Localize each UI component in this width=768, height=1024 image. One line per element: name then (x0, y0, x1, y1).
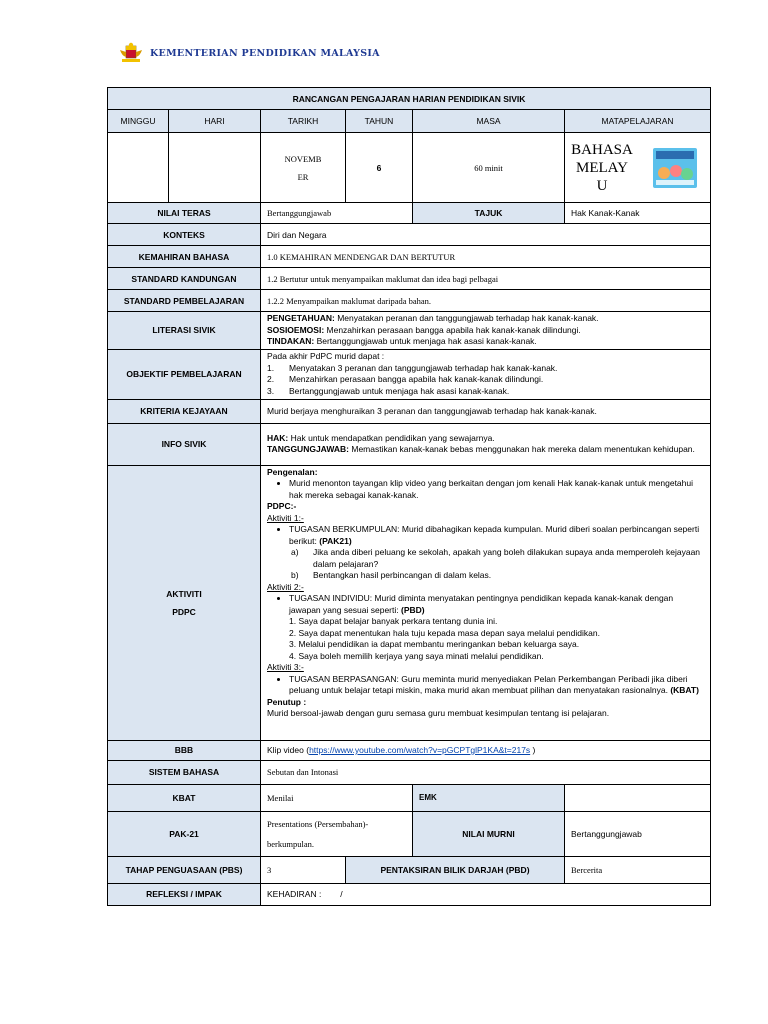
value-nilai-murni: Bertanggungjawab (565, 811, 711, 856)
pengetahuan-text: Menyatakan peranan dan tanggungjawab terhadap hak kanak-kanak. (334, 313, 599, 323)
value-masa: 60 minit (413, 133, 565, 203)
tindakan-label: TINDAKAN: (267, 336, 315, 346)
hak-label: HAK: (267, 432, 289, 443)
document-header (118, 40, 380, 66)
aktiviti-2-item: 3. Melalui pendidikan ia dapat membantu meringankan beban keluarga saya. (289, 639, 580, 649)
textbook-cover-image (652, 147, 698, 189)
aktiviti-2-text: • TUGASAN INDIVIDU: Murid diminta menyatakan pentingnya pendidikan kepada kanak-kanak dengan jawapan yang sesuai seperti: (PBD) (289, 593, 704, 616)
aktiviti-1-item: b) Bentangkan hasil perbincangan di dalam kelas. (291, 570, 492, 580)
label-objektif: OBJEKTIF PEMBELAJARAN (108, 349, 261, 399)
value-matapelajaran (565, 133, 711, 203)
value-minggu (108, 133, 169, 203)
label-standard-kandungan: STANDARD KANDUNGAN (108, 268, 261, 290)
sosioemosi-label: SOSIOEMOSI: (267, 324, 325, 335)
label-kemahiran-bahasa: KEMAHIRAN BAHASA (108, 246, 261, 268)
value-kriteria: Murid berjaya menghuraikan 3 peranan dan tanggungjawab terhadap hak kanak-kanak. (261, 399, 711, 423)
objektif-item: 1. Menyatakan 3 peranan dan tanggungjawab terhadap hak kanak-kanak. (267, 362, 558, 373)
aktiviti-3-label: Aktiviti 3:- (267, 662, 304, 672)
aktiviti-2-item: 2. Saya dapat menentukan hala tuju kepada masa depan saya melalui pendidikan. (289, 627, 600, 638)
aktiviti-3-text: • TUGASAN BERPASANGAN: Guru meminta murid menyediakan Pelan Perkembangan Peribadi jika diberi peluang untuk belajar tetapi miskin, maka murid akan membuat pilihan dan menyatakan rasionalnya. (KBAT) (289, 674, 704, 697)
label-sistem-bahasa: SISTEM BAHASA (108, 760, 261, 784)
col-hari: HARI (169, 110, 261, 133)
label-emk: EMK (413, 784, 565, 811)
col-tarikh: TARIKH (261, 110, 346, 133)
aktiviti-2-label: Aktiviti 2:- (267, 581, 304, 592)
label-info-sivik: INFO SIVIK (108, 423, 261, 465)
objektif-intro: Pada akhir PdPC murid dapat : (267, 351, 385, 361)
aktiviti-2-item: 4. Saya boleh memilih kerjaya yang saya minati melalui pendidikan. (289, 650, 544, 661)
objektif-item: 2. Menzahirkan perasaan bangga apabila hak kanak-kanak dilindungi. (267, 374, 544, 384)
label-refleksi: REFLEKSI / IMPAK (108, 883, 261, 905)
value-bbb: Klip video (https://www.youtube.com/watch?v=pGCPTglP1KA&t=217s ) (261, 740, 711, 760)
value-standard-pembelajaran: 1.2.2 Menyampaikan maklumat daripada bahan. (261, 290, 711, 312)
label-aktiviti (108, 465, 261, 740)
label-standard-pembelajaran: STANDARD PEMBELAJARAN (108, 290, 261, 312)
matapelajaran-text: BAHASA MELAY U (571, 141, 633, 194)
value-refleksi: KEHADIRAN : / (261, 883, 711, 905)
pdpc-label: PDPC (172, 606, 196, 617)
value-aktiviti (261, 465, 711, 740)
lesson-plan-table (107, 87, 711, 906)
sosioemosi-text: Menzahirkan perasaan bangga apabila hak kanak-kanak dilindungi. (324, 324, 581, 335)
col-minggu: MINGGU (108, 110, 169, 133)
col-masa: MASA (413, 110, 565, 133)
value-pbd: Bercerita (565, 856, 711, 883)
pengenalan-label: Pengenalan: (267, 466, 318, 477)
pengetahuan-label: PENGETAHUAN: (267, 313, 335, 323)
video-link[interactable]: https://www.youtube.com/watch?v=pGCPTglP1KA&t=217s (309, 745, 531, 755)
col-tahun: TAHUN (346, 110, 413, 133)
aktiviti-2-item: 1. Saya dapat belajar banyak perkara tentang dunia ini. (289, 616, 498, 626)
tanggungjawab-text: Memastikan kanak-kanak bebas menggunakan hak mereka dalam menentukan kehidupan. (349, 444, 695, 454)
objektif-item: 3. Bertanggungjawab untuk menjaga hak asasi kanak-kanak. (267, 385, 510, 396)
label-kbat: KBAT (108, 784, 261, 811)
pengenalan-text: • Murid menonton tayangan klip video yang berkaitan dengan jom kenali Hak kanak-kanak untuk mengetahui hak mereka sebagai kanak-kanak. (289, 478, 704, 501)
penutup-label: Penutup : (267, 696, 307, 707)
value-tahap: 3 (261, 856, 346, 883)
aktiviti-1-label: Aktiviti 1:- (267, 512, 304, 523)
col-matapelajaran: MATAPELAJARAN (565, 110, 711, 133)
value-kemahiran-bahasa: 1.0 KEMAHIRAN MENDENGAR DAN BERTUTUR (261, 246, 711, 268)
aktiviti-1-text: • TUGASAN BERKUMPULAN: Murid dibahagikan kepada kumpulan. Murid diberi soalan perbincangan seperti berikut: (PAK21) (289, 524, 704, 547)
label-nilai-murni: NILAI MURNI (413, 811, 565, 856)
value-standard-kandungan: 1.2 Bertutur untuk menyampaikan maklumat dan idea bagi pelbagai (261, 268, 711, 290)
label-literasi-sivik: LITERASI SIVIK (108, 312, 261, 350)
label-bbb: BBB (108, 740, 261, 760)
pdpc-heading: PDPC:- (267, 501, 297, 511)
value-tarikh: NOVEMB ER (261, 133, 346, 203)
penutup-text: Murid bersoal-jawab dengan guru semasa guru membuat kesimpulan tentang isi pelajaran. (267, 708, 610, 718)
label-konteks: KONTEKS (108, 224, 261, 246)
label-pbd: PENTAKSIRAN BILIK DARJAH (PBD) (346, 856, 565, 883)
value-tajuk: Hak Kanak-Kanak (565, 203, 711, 224)
value-literasi-sivik (261, 312, 711, 350)
value-objektif (261, 349, 711, 399)
malaysia-crest-icon (118, 42, 144, 64)
value-kbat: Menilai (261, 784, 413, 811)
label-tahap: TAHAP PENGUASAAN (PBS) (108, 856, 261, 883)
label-tajuk: TAJUK (413, 203, 565, 224)
value-pak21: Presentations (Persembahan)- berkumpulan. (261, 811, 413, 856)
label-nilai-teras: NILAI TERAS (108, 203, 261, 224)
label-kriteria: KRITERIA KEJAYAAN (108, 399, 261, 423)
value-konteks: Diri dan Negara (261, 224, 711, 246)
value-tahun: 6 (346, 133, 413, 203)
tindakan-text: Bertanggungjawab untuk menjaga hak asasi kanak-kanak. (314, 336, 537, 346)
value-info-sivik (261, 423, 711, 465)
table-title: RANCANGAN PENGAJARAN HARIAN PENDIDIKAN SIVIK (108, 88, 711, 110)
value-nilai-teras: Bertanggungjawab (261, 203, 413, 224)
value-emk (565, 784, 711, 811)
ministry-name: KEMENTERIAN PENDIDIKAN MALAYSIA (150, 47, 380, 59)
hak-text: Hak untuk mendapatkan pendidikan yang sewajarnya. (288, 432, 495, 443)
value-hari (169, 133, 261, 203)
label-pak21: PAK-21 (108, 811, 261, 856)
tanggungjawab-label: TANGGUNGJAWAB: (267, 444, 350, 454)
aktiviti-label: AKTIVITI (166, 588, 202, 599)
value-sistem-bahasa: Sebutan dan Intonasi (261, 760, 711, 784)
aktiviti-1-item: a) Jika anda diberi peluang ke sekolah, apakah yang boleh dilakukan supaya anda memperoleh kejayaan dalam pelajaran? (291, 547, 701, 569)
